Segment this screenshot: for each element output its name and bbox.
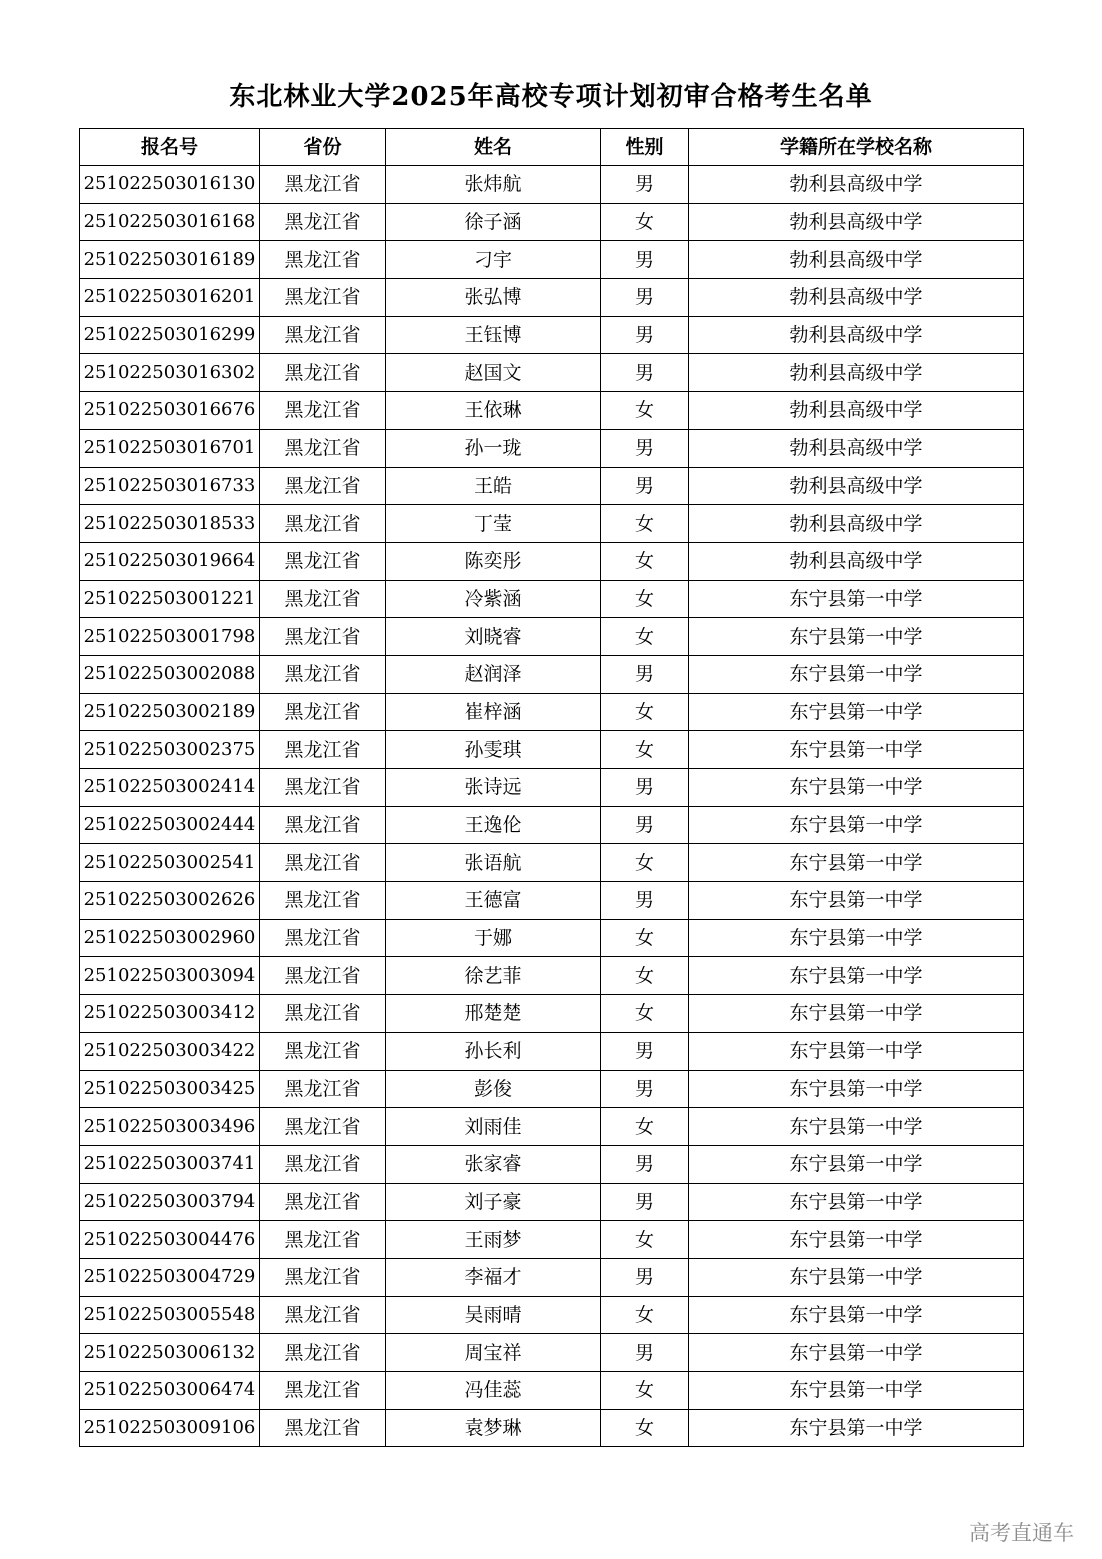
- table-row: [80, 1296, 1024, 1334]
- registration-number-cell: 251022503002626: [80, 882, 260, 920]
- province-cell: 黑龙江省: [260, 467, 386, 505]
- name-cell: 徐子涵: [386, 203, 601, 241]
- school-cell: 东宁县第一中学: [689, 957, 1024, 995]
- school-cell: 东宁县第一中学: [689, 1108, 1024, 1146]
- gender-cell: 男: [601, 1032, 689, 1070]
- school-cell: 东宁县第一中学: [689, 1221, 1024, 1259]
- registration-number-cell: 251022503003422: [80, 1032, 260, 1070]
- gender-cell: 女: [601, 693, 689, 731]
- table-row: [80, 505, 1024, 543]
- school-cell: 东宁县第一中学: [689, 1296, 1024, 1334]
- registration-number-cell: 251022503002541: [80, 844, 260, 882]
- name-cell: 袁梦琳: [386, 1409, 601, 1447]
- table-row: [80, 1032, 1024, 1070]
- gender-cell: 男: [601, 241, 689, 279]
- province-cell: 黑龙江省: [260, 1145, 386, 1183]
- name-cell: 刘子豪: [386, 1183, 601, 1221]
- registration-number-cell: 251022503003496: [80, 1108, 260, 1146]
- table-row: [80, 844, 1024, 882]
- table-row: [80, 806, 1024, 844]
- gender-cell: 男: [601, 279, 689, 317]
- gender-cell: 男: [601, 166, 689, 204]
- province-cell: 黑龙江省: [260, 844, 386, 882]
- gender-cell: 女: [601, 731, 689, 769]
- school-cell: 东宁县第一中学: [689, 580, 1024, 618]
- province-cell: 黑龙江省: [260, 882, 386, 920]
- registration-number-cell: 251022503006132: [80, 1334, 260, 1372]
- school-cell: 东宁县第一中学: [689, 844, 1024, 882]
- table-row: [80, 203, 1024, 241]
- name-cell: 崔梓涵: [386, 693, 601, 731]
- registration-number-cell: 251022503004729: [80, 1258, 260, 1296]
- province-cell: 黑龙江省: [260, 1221, 386, 1259]
- table-row: [80, 580, 1024, 618]
- school-cell: 东宁县第一中学: [689, 882, 1024, 920]
- table-row: [80, 1145, 1024, 1183]
- registration-number-cell: 251022503002414: [80, 769, 260, 807]
- province-cell: 黑龙江省: [260, 316, 386, 354]
- registration-number-cell: 251022503006474: [80, 1372, 260, 1410]
- table-row: [80, 919, 1024, 957]
- table-row: [80, 241, 1024, 279]
- gender-cell: 女: [601, 1221, 689, 1259]
- table-row: [80, 655, 1024, 693]
- school-cell: 勃利县高级中学: [689, 392, 1024, 430]
- gender-cell: 女: [601, 618, 689, 656]
- province-cell: 黑龙江省: [260, 655, 386, 693]
- name-cell: 吴雨晴: [386, 1296, 601, 1334]
- name-cell: 邢楚楚: [386, 995, 601, 1033]
- name-cell: 刘雨佳: [386, 1108, 601, 1146]
- registration-number-cell: 251022503016189: [80, 241, 260, 279]
- gender-cell: 女: [601, 1296, 689, 1334]
- registration-number-cell: 251022503002375: [80, 731, 260, 769]
- registration-number-cell: 251022503018533: [80, 505, 260, 543]
- name-cell: 王钰博: [386, 316, 601, 354]
- table-row: [80, 1221, 1024, 1259]
- name-cell: 王逸伦: [386, 806, 601, 844]
- gender-cell: 女: [601, 392, 689, 430]
- registration-number-cell: 251022503009106: [80, 1409, 260, 1447]
- registration-number-cell: 251022503016733: [80, 467, 260, 505]
- name-cell: 徐艺菲: [386, 957, 601, 995]
- name-cell: 王皓: [386, 467, 601, 505]
- province-cell: 黑龙江省: [260, 769, 386, 807]
- school-cell: 东宁县第一中学: [689, 655, 1024, 693]
- school-cell: 勃利县高级中学: [689, 241, 1024, 279]
- table-row: [80, 429, 1024, 467]
- school-cell: 东宁县第一中学: [689, 1334, 1024, 1372]
- gender-cell: 女: [601, 505, 689, 543]
- school-cell: 勃利县高级中学: [689, 279, 1024, 317]
- province-cell: 黑龙江省: [260, 1032, 386, 1070]
- school-cell: 东宁县第一中学: [689, 769, 1024, 807]
- gender-cell: 男: [601, 769, 689, 807]
- school-cell: 东宁县第一中学: [689, 806, 1024, 844]
- gender-cell: 女: [601, 542, 689, 580]
- registration-number-cell: 251022503001221: [80, 580, 260, 618]
- province-cell: 黑龙江省: [260, 618, 386, 656]
- registration-number-cell: 251022503003412: [80, 995, 260, 1033]
- province-cell: 黑龙江省: [260, 392, 386, 430]
- name-cell: 赵国文: [386, 354, 601, 392]
- table-row: [80, 957, 1024, 995]
- table-row: [80, 618, 1024, 656]
- registration-number-cell: 251022503003741: [80, 1145, 260, 1183]
- registration-number-cell: 251022503002189: [80, 693, 260, 731]
- registration-number-cell: 251022503003794: [80, 1183, 260, 1221]
- name-cell: 孙雯琪: [386, 731, 601, 769]
- table-row: [80, 882, 1024, 920]
- school-cell: 东宁县第一中学: [689, 1070, 1024, 1108]
- table-row: [80, 392, 1024, 430]
- school-cell: 勃利县高级中学: [689, 316, 1024, 354]
- gender-cell: 男: [601, 1258, 689, 1296]
- school-cell: 勃利县高级中学: [689, 542, 1024, 580]
- gender-cell: 女: [601, 580, 689, 618]
- table-body: [80, 166, 1024, 1447]
- gender-cell: 女: [601, 1409, 689, 1447]
- table-row: [80, 731, 1024, 769]
- header-registration-number: 报名号: [80, 129, 260, 166]
- registration-number-cell: 251022503016130: [80, 166, 260, 204]
- name-cell: 王德富: [386, 882, 601, 920]
- table-row: [80, 1409, 1024, 1447]
- school-cell: 勃利县高级中学: [689, 166, 1024, 204]
- name-cell: 冯佳蕊: [386, 1372, 601, 1410]
- gender-cell: 男: [601, 806, 689, 844]
- table-row: [80, 316, 1024, 354]
- gender-cell: 女: [601, 1372, 689, 1410]
- table-row: [80, 995, 1024, 1033]
- gender-cell: 男: [601, 1334, 689, 1372]
- province-cell: 黑龙江省: [260, 166, 386, 204]
- table-row: [80, 542, 1024, 580]
- gender-cell: 男: [601, 316, 689, 354]
- gender-cell: 男: [601, 882, 689, 920]
- registration-number-cell: 251022503003094: [80, 957, 260, 995]
- province-cell: 黑龙江省: [260, 1258, 386, 1296]
- school-cell: 勃利县高级中学: [689, 203, 1024, 241]
- school-cell: 勃利县高级中学: [689, 505, 1024, 543]
- name-cell: 李福才: [386, 1258, 601, 1296]
- table-row: [80, 1070, 1024, 1108]
- name-cell: 孙一珑: [386, 429, 601, 467]
- table-header-row: [80, 129, 1024, 166]
- name-cell: 赵润泽: [386, 655, 601, 693]
- gender-cell: 男: [601, 429, 689, 467]
- gender-cell: 女: [601, 1108, 689, 1146]
- registration-number-cell: 251022503002960: [80, 919, 260, 957]
- school-cell: 东宁县第一中学: [689, 1409, 1024, 1447]
- school-cell: 东宁县第一中学: [689, 731, 1024, 769]
- school-cell: 东宁县第一中学: [689, 693, 1024, 731]
- province-cell: 黑龙江省: [260, 1372, 386, 1410]
- table-row: [80, 1258, 1024, 1296]
- name-cell: 张家睿: [386, 1145, 601, 1183]
- registration-number-cell: 251022503016299: [80, 316, 260, 354]
- gender-cell: 男: [601, 354, 689, 392]
- registration-number-cell: 251022503005548: [80, 1296, 260, 1334]
- registration-number-cell: 251022503002088: [80, 655, 260, 693]
- gender-cell: 男: [601, 1183, 689, 1221]
- gender-cell: 男: [601, 1070, 689, 1108]
- name-cell: 张炜航: [386, 166, 601, 204]
- candidate-table: [79, 128, 1024, 1447]
- school-cell: 东宁县第一中学: [689, 995, 1024, 1033]
- school-cell: 东宁县第一中学: [689, 1145, 1024, 1183]
- province-cell: 黑龙江省: [260, 1108, 386, 1146]
- table-row: [80, 1334, 1024, 1372]
- province-cell: 黑龙江省: [260, 429, 386, 467]
- name-cell: 冷紫涵: [386, 580, 601, 618]
- registration-number-cell: 251022503016201: [80, 279, 260, 317]
- gender-cell: 男: [601, 655, 689, 693]
- school-cell: 东宁县第一中学: [689, 618, 1024, 656]
- registration-number-cell: 251022503004476: [80, 1221, 260, 1259]
- school-cell: 东宁县第一中学: [689, 1372, 1024, 1410]
- table-row: [80, 467, 1024, 505]
- province-cell: 黑龙江省: [260, 580, 386, 618]
- name-cell: 于娜: [386, 919, 601, 957]
- registration-number-cell: 251022503016302: [80, 354, 260, 392]
- gender-cell: 女: [601, 203, 689, 241]
- gender-cell: 女: [601, 995, 689, 1033]
- school-cell: 东宁县第一中学: [689, 1183, 1024, 1221]
- name-cell: 彭俊: [386, 1070, 601, 1108]
- province-cell: 黑龙江省: [260, 1070, 386, 1108]
- name-cell: 刁宇: [386, 241, 601, 279]
- school-cell: 勃利县高级中学: [689, 467, 1024, 505]
- province-cell: 黑龙江省: [260, 731, 386, 769]
- name-cell: 孙长利: [386, 1032, 601, 1070]
- province-cell: 黑龙江省: [260, 279, 386, 317]
- province-cell: 黑龙江省: [260, 806, 386, 844]
- table-row: [80, 1372, 1024, 1410]
- header-gender: 性别: [601, 129, 689, 166]
- province-cell: 黑龙江省: [260, 1183, 386, 1221]
- province-cell: 黑龙江省: [260, 203, 386, 241]
- name-cell: 刘晓睿: [386, 618, 601, 656]
- registration-number-cell: 251022503002444: [80, 806, 260, 844]
- province-cell: 黑龙江省: [260, 693, 386, 731]
- province-cell: 黑龙江省: [260, 1409, 386, 1447]
- table-row: [80, 769, 1024, 807]
- name-cell: 张弘博: [386, 279, 601, 317]
- name-cell: 张诗远: [386, 769, 601, 807]
- school-cell: 东宁县第一中学: [689, 1258, 1024, 1296]
- name-cell: 王依琳: [386, 392, 601, 430]
- registration-number-cell: 251022503019664: [80, 542, 260, 580]
- header-name: 姓名: [386, 129, 601, 166]
- name-cell: 周宝祥: [386, 1334, 601, 1372]
- registration-number-cell: 251022503003425: [80, 1070, 260, 1108]
- school-cell: 勃利县高级中学: [689, 429, 1024, 467]
- table-row: [80, 1108, 1024, 1146]
- province-cell: 黑龙江省: [260, 542, 386, 580]
- province-cell: 黑龙江省: [260, 995, 386, 1033]
- table-row: [80, 693, 1024, 731]
- gender-cell: 女: [601, 844, 689, 882]
- province-cell: 黑龙江省: [260, 1334, 386, 1372]
- province-cell: 黑龙江省: [260, 505, 386, 543]
- table-row: [80, 166, 1024, 204]
- school-cell: 勃利县高级中学: [689, 354, 1024, 392]
- header-school: 学籍所在学校名称: [689, 129, 1024, 166]
- province-cell: 黑龙江省: [260, 1296, 386, 1334]
- name-cell: 张语航: [386, 844, 601, 882]
- province-cell: 黑龙江省: [260, 241, 386, 279]
- name-cell: 丁莹: [386, 505, 601, 543]
- header-province: 省份: [260, 129, 386, 166]
- watermark: 高考直通车: [969, 1521, 1074, 1545]
- table-row: [80, 1183, 1024, 1221]
- table-row: [80, 354, 1024, 392]
- registration-number-cell: 251022503016168: [80, 203, 260, 241]
- school-cell: 东宁县第一中学: [689, 919, 1024, 957]
- province-cell: 黑龙江省: [260, 919, 386, 957]
- registration-number-cell: 251022503016676: [80, 392, 260, 430]
- gender-cell: 男: [601, 467, 689, 505]
- gender-cell: 女: [601, 957, 689, 995]
- name-cell: 陈奕彤: [386, 542, 601, 580]
- province-cell: 黑龙江省: [260, 354, 386, 392]
- name-cell: 王雨梦: [386, 1221, 601, 1259]
- table-row: [80, 279, 1024, 317]
- registration-number-cell: 251022503016701: [80, 429, 260, 467]
- gender-cell: 男: [601, 1145, 689, 1183]
- school-cell: 东宁县第一中学: [689, 1032, 1024, 1070]
- gender-cell: 女: [601, 919, 689, 957]
- page-title: 东北林业大学2025年高校专项计划初审合格考生名单: [229, 82, 873, 112]
- province-cell: 黑龙江省: [260, 957, 386, 995]
- registration-number-cell: 251022503001798: [80, 618, 260, 656]
